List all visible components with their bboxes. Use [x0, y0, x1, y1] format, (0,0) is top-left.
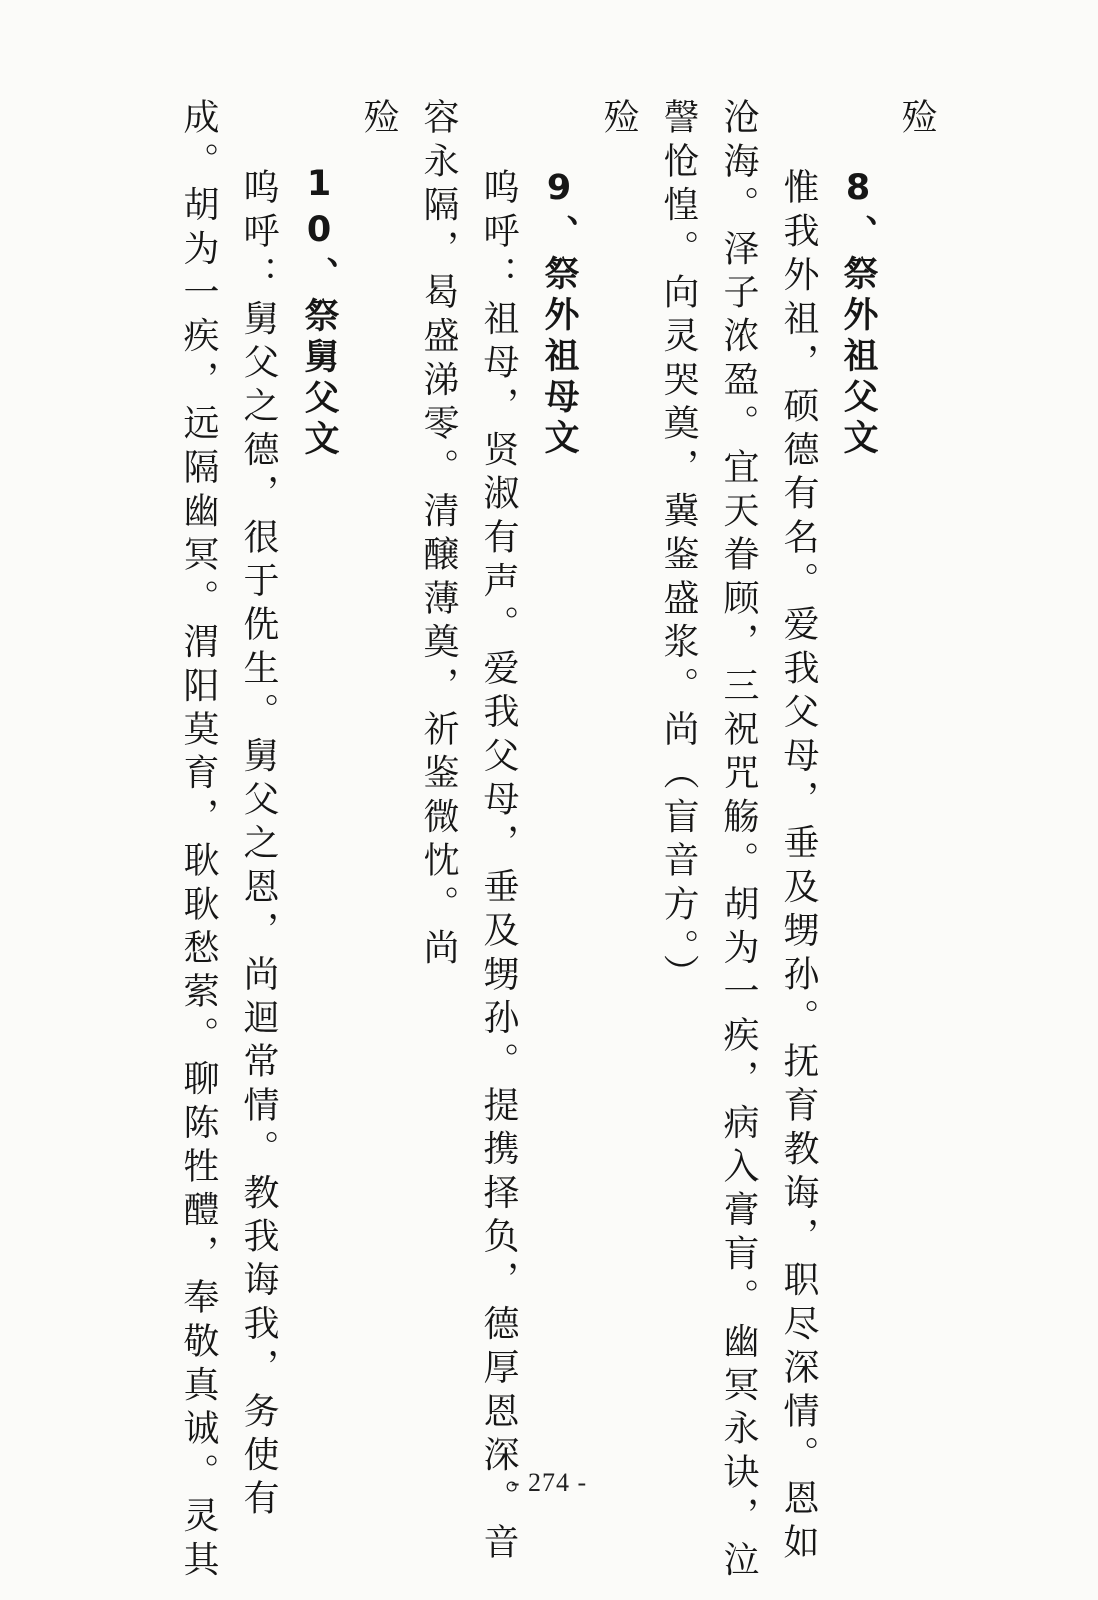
paragraph-line: 呜呼：祖母，贤淑有声。爱我父母，垂及甥孙。提携择负，德厚恩深。音 — [478, 168, 519, 1567]
paragraph-line: 成。胡为一疾，远隔幽冥。渭阳莫育，耿耿愁萦。聊陈牲醴，奉敬真诚。灵其 — [178, 98, 219, 1584]
heading-section-8: 8、祭外祖父文 — [838, 168, 878, 460]
page-number: - 274 - — [510, 1468, 588, 1497]
heading-section-9: 9、祭外祖母文 — [539, 168, 579, 460]
paragraph-line: 呜呼：舅父之德，很于侁生。舅父之恩，尚迴常情。教我诲我，务使有 — [238, 168, 279, 1523]
paragraph-line: 容永隔，曷盛涕零。清醸薄奠，祈鉴微忱。尚 — [418, 98, 459, 972]
paragraph-line: 謦怆惶。向灵哭奠，冀鉴盛浆。尚（盲音方。） — [658, 98, 699, 998]
closing-word-section-9: 殓 — [358, 98, 399, 142]
closing-word-section-7: 殓 — [896, 98, 937, 142]
paragraph-line: 惟我外祖，硕德有名。爱我父母，垂及甥孙。抚育教诲，职尽深情。恩如 — [778, 168, 819, 1567]
closing-word-section-8: 殓 — [598, 98, 639, 142]
paragraph-line: 沧海。泽子浓盈。宜天眷顾，三祝咒觞。胡为一疾，病入膏肓。幽冥永诀，泣 — [718, 98, 759, 1584]
heading-section-10: 10、祭舅父文 — [299, 164, 339, 461]
